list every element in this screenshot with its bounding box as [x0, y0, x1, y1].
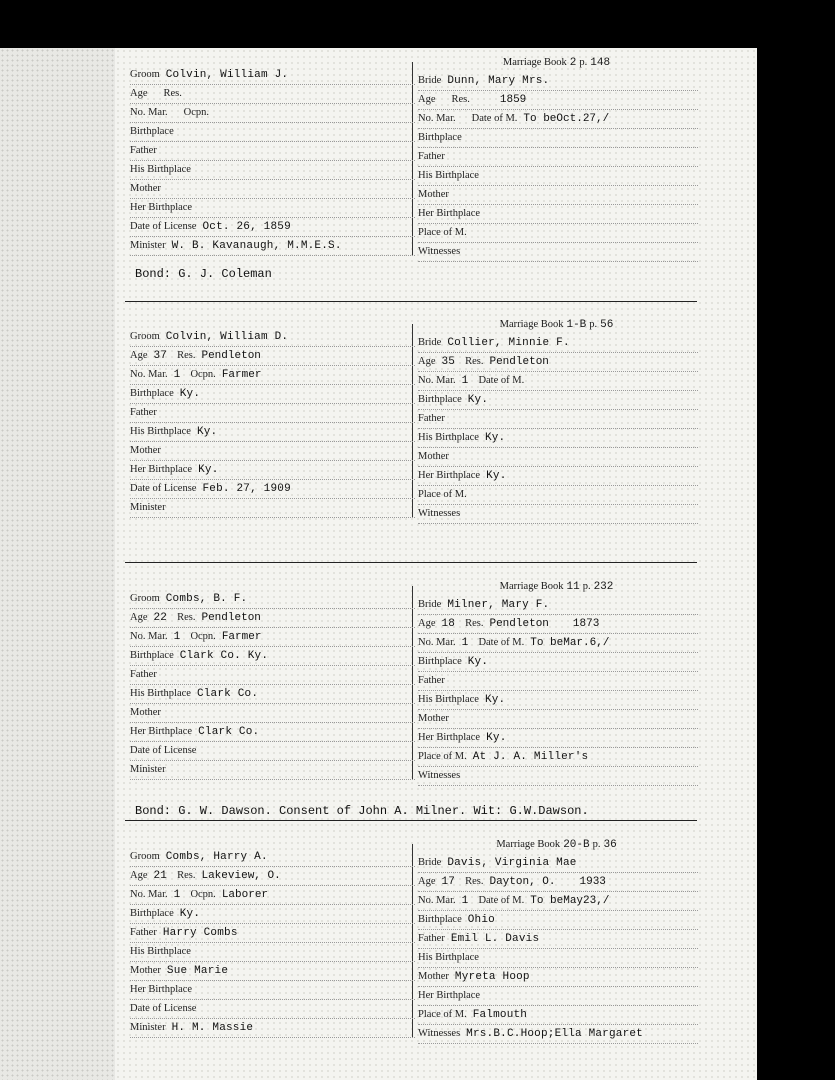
groom-name-value: Combs, B. F. [165, 593, 248, 605]
groom-no-mar [130, 366, 415, 385]
bride-her-birthplace-label: Her Birthplace [418, 990, 481, 1001]
bride-no-mar-value: 1 [461, 375, 469, 387]
groom-date-of-license-value: Feb. 27, 1909 [202, 483, 291, 495]
book-label: Marriage Book [502, 57, 567, 68]
bride-witnesses [418, 1025, 698, 1044]
groom-mother [130, 704, 415, 723]
bride-witnesses-label: Witnesses [418, 508, 461, 519]
bride-no-mar [418, 634, 698, 653]
bride-birthplace-label: Birthplace [418, 132, 462, 143]
bride-column [418, 316, 698, 524]
groom-date-of-license [130, 480, 415, 499]
groom-age [130, 867, 415, 886]
bride-his-birthplace-value: Ky. [484, 432, 506, 444]
bride-birthplace-value: Ky. [467, 394, 489, 406]
marriage-book-ref [418, 54, 698, 72]
groom-minister [130, 237, 415, 256]
bride-mother [418, 968, 698, 987]
marriage-record [115, 578, 757, 818]
page-label: p. [589, 319, 598, 330]
groom-no-mar [130, 628, 415, 647]
bride-date-of-m-label: Date of M. [478, 375, 525, 386]
bride-birthplace [418, 391, 698, 410]
groom-father-label: Father [130, 669, 157, 680]
groom-birthplace [130, 123, 415, 142]
bride-res-extra: 1873 [572, 618, 600, 630]
groom-column [130, 66, 415, 256]
groom-no-mar-label: No. Mar. [130, 369, 168, 380]
bride-father-label: Father [418, 151, 445, 162]
bride-res-extra: 1933 [579, 876, 606, 888]
bride-father-value: Emil L. Davis [450, 933, 540, 945]
bride-his-birthplace [418, 429, 698, 448]
scan-right-border [757, 48, 835, 1080]
bride-age-label: Age [418, 618, 436, 629]
bride-father-label: Father [418, 675, 445, 686]
bride-name-value: Davis, Virginia Mae [447, 857, 577, 869]
bride-mother-label: Mother [418, 451, 449, 462]
bride-her-birthplace [418, 467, 698, 486]
groom-mother-label: Mother [130, 445, 161, 456]
bond-note: Bond: G. W. Dawson. Consent of John A. Milner. Wit: G.W.Dawson. [135, 804, 589, 818]
bride-father [418, 672, 698, 691]
bride-place-of-m-label: Place of M. [418, 489, 467, 500]
bride-no-mar-label: No. Mar. [418, 375, 456, 386]
bride-father-label: Father [418, 933, 445, 944]
groom-res-value: Lakeview, O. [201, 870, 281, 882]
bride-age-value: 17 [441, 876, 456, 888]
bride-place-of-m-label: Place of M. [418, 227, 467, 238]
bride-no-mar [418, 892, 698, 911]
groom-ocpn-value: Farmer [221, 369, 262, 381]
bride-no-mar-label: No. Mar. [418, 637, 456, 648]
groom-her-birthplace [130, 981, 415, 1000]
groom-birthplace-label: Birthplace [130, 388, 174, 399]
groom-father-label: Father [130, 927, 157, 938]
scan-left-margin [0, 48, 115, 1080]
groom-birthplace [130, 905, 415, 924]
bride-date-of-m-label: Date of M. [471, 113, 518, 124]
marriage-record [115, 316, 757, 519]
bride-mother-value: Myreta Hoop [454, 971, 530, 983]
page-label: p. [592, 839, 601, 850]
groom-res-label: Res. [163, 88, 182, 99]
groom-name-label: Groom [130, 69, 160, 80]
groom-birthplace-value: Ky. [179, 908, 201, 920]
groom-age-value: 37 [153, 350, 168, 362]
bride-her-birthplace [418, 987, 698, 1006]
groom-no-mar-label: No. Mar. [130, 631, 168, 642]
page-label: p. [582, 581, 591, 592]
bride-no-mar-label: No. Mar. [418, 895, 456, 906]
groom-ocpn-value: Laborer [221, 889, 269, 901]
page-label: p. [579, 57, 588, 68]
groom-res-value: Pendleton [201, 350, 261, 362]
bride-her-birthplace-value: Ky. [486, 732, 507, 744]
groom-name-value: Colvin, William D. [165, 331, 289, 343]
groom-name-value: Combs, Harry A. [165, 851, 268, 863]
groom-column [130, 328, 415, 518]
groom-column [130, 848, 415, 1038]
groom-her-birthplace-value: Ky. [198, 464, 219, 476]
bride-no-mar [418, 110, 698, 129]
bride-his-birthplace-value: Ky. [484, 694, 506, 706]
bride-res-label: Res. [465, 356, 484, 367]
marriage-record [115, 836, 757, 1040]
book-label: Marriage Book [499, 581, 564, 592]
bride-place-of-m-value: At J. A. Miller's [472, 751, 589, 763]
bride-age-label: Age [418, 356, 436, 367]
bride-father [418, 930, 698, 949]
groom-name [130, 590, 415, 609]
bride-witnesses-value: Mrs.B.C.Hoop;Ella Margaret [466, 1028, 643, 1040]
bride-date-of-m-value: To beMar.6,/ [530, 637, 610, 649]
groom-her-birthplace-label: Her Birthplace [130, 984, 193, 995]
groom-date-of-license-value: Oct. 26, 1859 [202, 221, 291, 233]
bride-father [418, 410, 698, 429]
bride-age [418, 615, 698, 634]
book-number: 2 [569, 57, 577, 69]
groom-her-birthplace-label: Her Birthplace [130, 726, 193, 737]
bride-witnesses-label: Witnesses [418, 1028, 461, 1039]
groom-ocpn-label: Ocpn. [190, 369, 216, 380]
bride-mother-label: Mother [418, 189, 449, 200]
groom-date-of-license-label: Date of License [130, 1003, 197, 1014]
bride-date-of-m-value: To beOct.27,/ [523, 113, 610, 125]
groom-his-birthplace [130, 423, 415, 442]
bride-mother [418, 186, 698, 205]
groom-no-mar-value: 1 [173, 889, 181, 901]
groom-her-birthplace-value: Clark Co. [198, 726, 260, 738]
groom-minister [130, 761, 415, 780]
groom-res-label: Res. [177, 612, 196, 623]
bride-name [418, 854, 698, 873]
groom-minister [130, 499, 415, 518]
bride-date-of-m-label: Date of M. [478, 895, 525, 906]
bride-column [418, 54, 698, 262]
scan-top-border [0, 0, 835, 48]
groom-minister-label: Minister [130, 240, 166, 251]
page-number: 36 [603, 839, 617, 851]
groom-no-mar [130, 104, 415, 123]
groom-res-value: Pendleton [201, 612, 261, 624]
bride-name-value: Milner, Mary F. [447, 599, 550, 611]
groom-his-birthplace-label: His Birthplace [130, 426, 191, 437]
groom-his-birthplace [130, 943, 415, 962]
groom-no-mar-label: No. Mar. [130, 107, 168, 118]
bride-birthplace [418, 911, 698, 930]
groom-his-birthplace-label: His Birthplace [130, 164, 191, 175]
bride-her-birthplace-label: Her Birthplace [418, 208, 481, 219]
bride-birthplace-value: Ohio [467, 914, 495, 926]
bride-date-of-m-value: To beMay23,/ [530, 895, 610, 907]
groom-name-label: Groom [130, 851, 160, 862]
bride-age [418, 353, 698, 372]
bride-name-label: Bride [418, 337, 442, 348]
bride-no-mar-value: 1 [461, 895, 469, 907]
bride-his-birthplace-label: His Birthplace [418, 170, 479, 181]
groom-minister-value: H. M. Massie [171, 1022, 254, 1034]
groom-ocpn-label: Ocpn. [183, 107, 209, 118]
groom-age-label: Age [130, 612, 148, 623]
record-separator [125, 562, 697, 563]
groom-res-label: Res. [177, 870, 196, 881]
groom-no-mar [130, 886, 415, 905]
groom-ocpn-label: Ocpn. [190, 631, 216, 642]
groom-age-label: Age [130, 870, 148, 881]
bride-birthplace [418, 653, 698, 672]
bride-father [418, 148, 698, 167]
bride-res-value: Pendleton [489, 356, 549, 368]
bride-his-birthplace-label: His Birthplace [418, 952, 479, 963]
bride-his-birthplace [418, 691, 698, 710]
bride-place-of-m-label: Place of M. [418, 751, 467, 762]
groom-name [130, 66, 415, 85]
book-number: 11 [566, 581, 580, 593]
bride-witnesses [418, 243, 698, 262]
bride-res-label: Res. [465, 876, 484, 887]
groom-birthplace-value: Clark Co. Ky. [179, 650, 269, 662]
groom-his-birthplace-label: His Birthplace [130, 946, 191, 957]
bride-witnesses [418, 767, 698, 786]
groom-father [130, 404, 415, 423]
groom-father [130, 666, 415, 685]
groom-mother-label: Mother [130, 965, 161, 976]
groom-birthplace-value: Ky. [179, 388, 201, 400]
bride-his-birthplace [418, 949, 698, 968]
groom-birthplace [130, 385, 415, 404]
bride-his-birthplace-label: His Birthplace [418, 432, 479, 443]
groom-father [130, 924, 415, 943]
bride-name [418, 72, 698, 91]
groom-date-of-license [130, 742, 415, 761]
groom-birthplace-label: Birthplace [130, 908, 174, 919]
marriage-record [115, 54, 757, 281]
bride-her-birthplace-label: Her Birthplace [418, 732, 481, 743]
groom-name-label: Groom [130, 593, 160, 604]
bond-note: Bond: G. J. Coleman [135, 267, 272, 281]
bride-column [418, 836, 698, 1044]
groom-his-birthplace [130, 161, 415, 180]
book-number: 20-B [563, 839, 590, 851]
groom-her-birthplace [130, 199, 415, 218]
groom-father [130, 142, 415, 161]
bride-age-value: 18 [441, 618, 456, 630]
groom-father-value: Harry Combs [162, 927, 238, 939]
bride-name [418, 596, 698, 615]
bride-place-of-m [418, 1006, 698, 1025]
groom-her-birthplace [130, 461, 415, 480]
groom-date-of-license [130, 1000, 415, 1019]
bride-age-value: 35 [441, 356, 456, 368]
bride-witnesses-label: Witnesses [418, 770, 461, 781]
groom-minister-value: W. B. Kavanaugh, M.M.E.S. [171, 240, 342, 252]
groom-mother-label: Mother [130, 707, 161, 718]
groom-age-label: Age [130, 350, 148, 361]
groom-date-of-license [130, 218, 415, 237]
bride-name [418, 334, 698, 353]
bride-column [418, 578, 698, 786]
groom-age-value: 22 [153, 612, 168, 624]
bride-no-mar-value: 1 [461, 637, 469, 649]
bride-place-of-m [418, 748, 698, 767]
groom-mother-value: Sue Marie [166, 965, 229, 977]
groom-her-birthplace [130, 723, 415, 742]
marriage-book-ref [418, 316, 698, 334]
bride-name-value: Dunn, Mary Mrs. [447, 75, 550, 87]
page-number: 148 [590, 57, 611, 69]
groom-birthplace [130, 647, 415, 666]
groom-her-birthplace-label: Her Birthplace [130, 202, 193, 213]
bride-no-mar-label: No. Mar. [418, 113, 456, 124]
groom-name-value: Colvin, William J. [165, 69, 289, 81]
bride-mother [418, 710, 698, 729]
bride-his-birthplace [418, 167, 698, 186]
groom-column [130, 590, 415, 780]
bride-birthplace-label: Birthplace [418, 914, 462, 925]
bride-name-value: Collier, Minnie F. [447, 337, 570, 349]
groom-age [130, 85, 415, 104]
bride-father-label: Father [418, 413, 445, 424]
marriage-book-ref [418, 578, 698, 596]
groom-name-label: Groom [130, 331, 160, 342]
groom-name [130, 848, 415, 867]
groom-minister-label: Minister [130, 1022, 166, 1033]
bride-age-label: Age [418, 94, 436, 105]
groom-date-of-license-label: Date of License [130, 221, 197, 232]
bride-res-label: Res. [465, 618, 484, 629]
groom-res-label: Res. [177, 350, 196, 361]
bride-birthplace-value: Ky. [467, 656, 489, 668]
groom-date-of-license-label: Date of License [130, 745, 197, 756]
bride-her-birthplace [418, 729, 698, 748]
groom-no-mar-value: 1 [173, 369, 181, 381]
page-number: 56 [600, 319, 614, 331]
bride-birthplace-label: Birthplace [418, 394, 462, 405]
bride-place-of-m-label: Place of M. [418, 1009, 467, 1020]
marriage-book-ref [418, 836, 698, 854]
bride-name-label: Bride [418, 75, 442, 86]
record-separator [125, 301, 697, 302]
groom-ocpn-value: Farmer [221, 631, 262, 643]
bride-place-of-m-value: Falmouth [472, 1009, 528, 1021]
groom-minister [130, 1019, 415, 1038]
bride-res-label: Res. [451, 94, 470, 105]
bride-witnesses [418, 505, 698, 524]
groom-age-value: 21 [153, 870, 168, 882]
bride-age [418, 91, 698, 110]
groom-father-label: Father [130, 145, 157, 156]
bride-res-value: Pendleton [489, 618, 549, 630]
groom-no-mar-value: 1 [173, 631, 181, 643]
groom-minister-label: Minister [130, 502, 166, 513]
record-sheet [115, 48, 757, 1080]
groom-age-label: Age [130, 88, 148, 99]
groom-age [130, 347, 415, 366]
groom-his-birthplace-value: Clark Co. [196, 688, 259, 700]
bride-name-label: Bride [418, 857, 442, 868]
groom-ocpn-label: Ocpn. [190, 889, 216, 900]
bride-birthplace [418, 129, 698, 148]
groom-mother [130, 962, 415, 981]
groom-mother [130, 442, 415, 461]
bride-date-of-m-label: Date of M. [478, 637, 525, 648]
bride-birthplace-label: Birthplace [418, 656, 462, 667]
book-label: Marriage Book [496, 839, 561, 850]
bride-res-value: Dayton, O. [489, 876, 556, 888]
bride-name-label: Bride [418, 599, 442, 610]
groom-mother-label: Mother [130, 183, 161, 194]
groom-mother [130, 180, 415, 199]
record-separator [125, 820, 697, 821]
groom-no-mar-label: No. Mar. [130, 889, 168, 900]
bride-age [418, 873, 698, 892]
groom-her-birthplace-label: Her Birthplace [130, 464, 193, 475]
groom-birthplace-label: Birthplace [130, 126, 174, 137]
bride-place-of-m [418, 486, 698, 505]
groom-minister-label: Minister [130, 764, 166, 775]
groom-name [130, 328, 415, 347]
bride-no-mar [418, 372, 698, 391]
groom-his-birthplace [130, 685, 415, 704]
bride-witnesses-label: Witnesses [418, 246, 461, 257]
groom-father-label: Father [130, 407, 157, 418]
book-label: Marriage Book [499, 319, 564, 330]
page-number: 232 [593, 581, 614, 593]
bride-her-birthplace [418, 205, 698, 224]
groom-birthplace-label: Birthplace [130, 650, 174, 661]
bride-res-extra: 1859 [499, 94, 527, 106]
bride-mother-label: Mother [418, 713, 449, 724]
groom-his-birthplace-value: Ky. [196, 426, 218, 438]
bride-his-birthplace-label: His Birthplace [418, 694, 479, 705]
bride-place-of-m [418, 224, 698, 243]
bride-age-label: Age [418, 876, 436, 887]
bride-her-birthplace-value: Ky. [486, 470, 507, 482]
groom-date-of-license-label: Date of License [130, 483, 197, 494]
bride-her-birthplace-label: Her Birthplace [418, 470, 481, 481]
groom-age [130, 609, 415, 628]
groom-his-birthplace-label: His Birthplace [130, 688, 191, 699]
bride-mother-label: Mother [418, 971, 449, 982]
book-number: 1-B [566, 319, 587, 331]
bride-mother [418, 448, 698, 467]
